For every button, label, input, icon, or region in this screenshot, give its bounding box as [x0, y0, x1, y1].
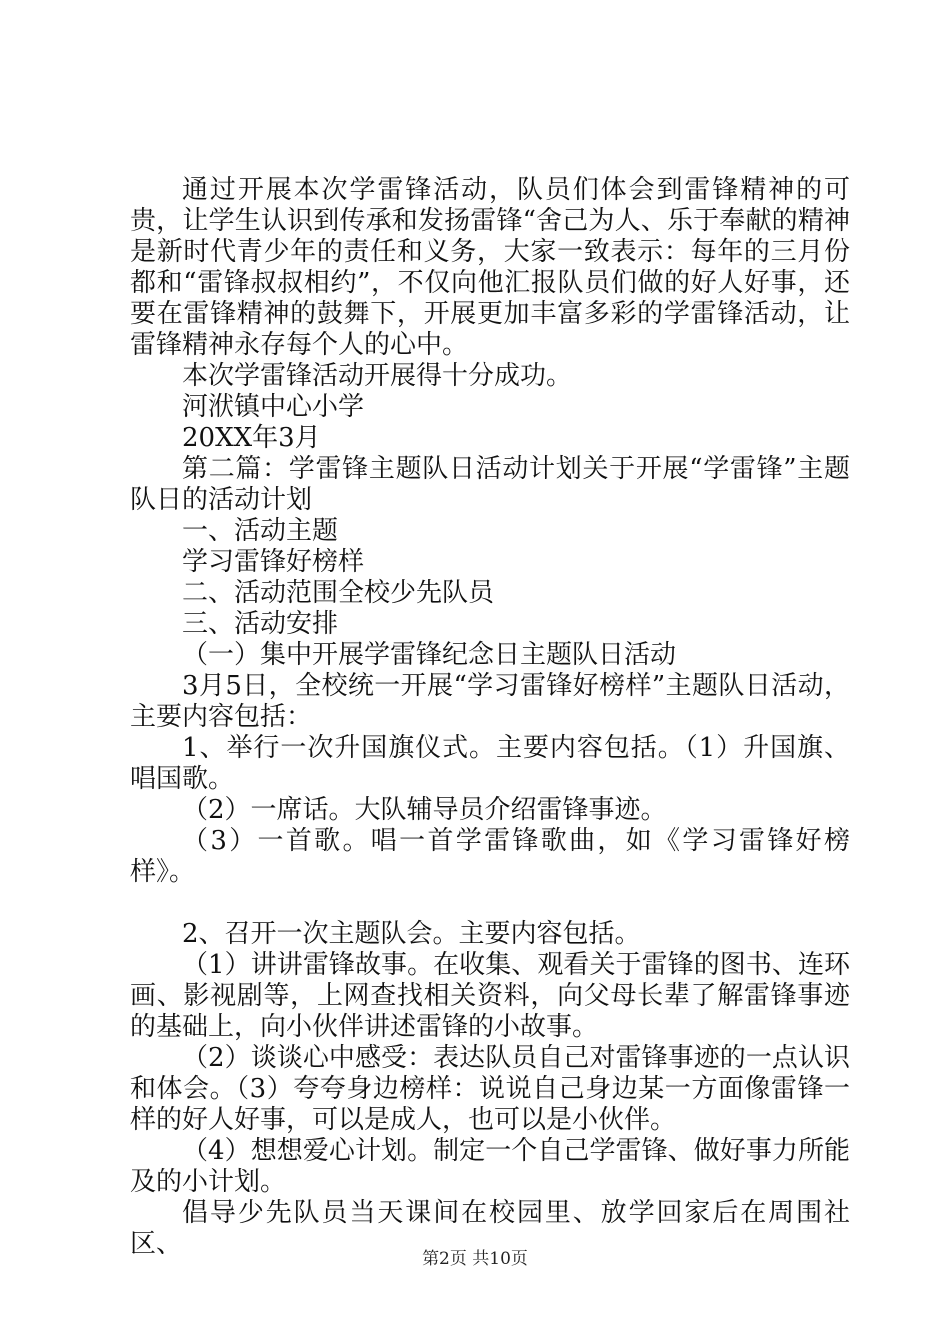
page-number-footer: 第2页 共10页 — [422, 1249, 528, 1269]
paragraph-stories: （1）讲讲雷锋故事。在收集、观看关于雷锋的图书、连环画、影视剧等，上网查找相关资料，向父母长辈了解雷锋事迹的基础上，向小伙伴讲述雷锋的小故事。 — [130, 950, 850, 1042]
paragraph-summary: 通过开展本次学雷锋活动，队员们体会到雷锋精神的可贵，让学生认识到传承和发扬雷锋“舍己为人、乐于奉献的精神是新时代青少年的责任和义务，大家一致表示：每年的三月份都和“雷锋叔叔相约”，不仅向他汇报队员们做的好人好事，还要在雷锋精神的鼓舞下，开展更加丰富多彩的学雷锋活动，让雷锋精神永存每个人的心中。 — [130, 175, 850, 360]
paragraph-success: 本次学雷锋活动开展得十分成功。 — [182, 361, 573, 391]
paragraph-one-talk: （2）一席话。大队辅导员介绍雷锋事迹。 — [182, 795, 667, 825]
paragraph-subheading-one: （一）集中开展学雷锋纪念日主题队日活动 — [182, 640, 677, 670]
paragraph-heading-theme: 一、活动主题 — [182, 516, 339, 546]
paragraph-feelings-models: （2）谈谈心中感受：表达队员自己对雷锋事迹的一点认识和体会。（3）夸夸身边榜样：说说自己身边某一方面像雷锋一样的好人好事，可以是成人，也可以是小伙伴。 — [130, 1043, 850, 1135]
blank-line — [130, 888, 850, 919]
paragraph-love-plan: （4）想想爱心计划。制定一个自己学雷锋、做好事力所能及的小计划。 — [130, 1136, 850, 1197]
paragraph-heading-arrangement: 三、活动安排 — [182, 609, 339, 639]
paragraph-flag-ceremony: 1、举行一次升国旗仪式。主要内容包括。（1）升国旗、唱国歌。 — [130, 733, 850, 794]
paragraph-march-fifth: 3月5日，全校统一开展“学习雷锋好榜样”主题队日活动，主要内容包括： — [130, 671, 850, 732]
paragraph-second-section-title: 第二篇：学雷锋主题队日活动计划关于开展“学雷锋”主题队日的活动计划 — [130, 454, 850, 515]
paragraph-advocacy: 倡导少先队员当天课间在校园里、放学回家后在周围社区、 — [130, 1198, 850, 1259]
document-body — [130, 175, 850, 1260]
paragraph-school-name: 河洑镇中心小学 — [182, 392, 365, 422]
paragraph-date: 20XX年3月 — [182, 423, 321, 453]
paragraph-team-meeting: 2、召开一次主题队会。主要内容包括。 — [182, 919, 641, 949]
paragraph-heading-scope: 二、活动范围全校少先队员 — [182, 578, 495, 608]
paragraph-theme-text: 学习雷锋好榜样 — [182, 547, 365, 577]
paragraph-one-song: （3）一首歌。唱一首学雷锋歌曲，如《学习雷锋好榜样》。 — [130, 826, 850, 887]
